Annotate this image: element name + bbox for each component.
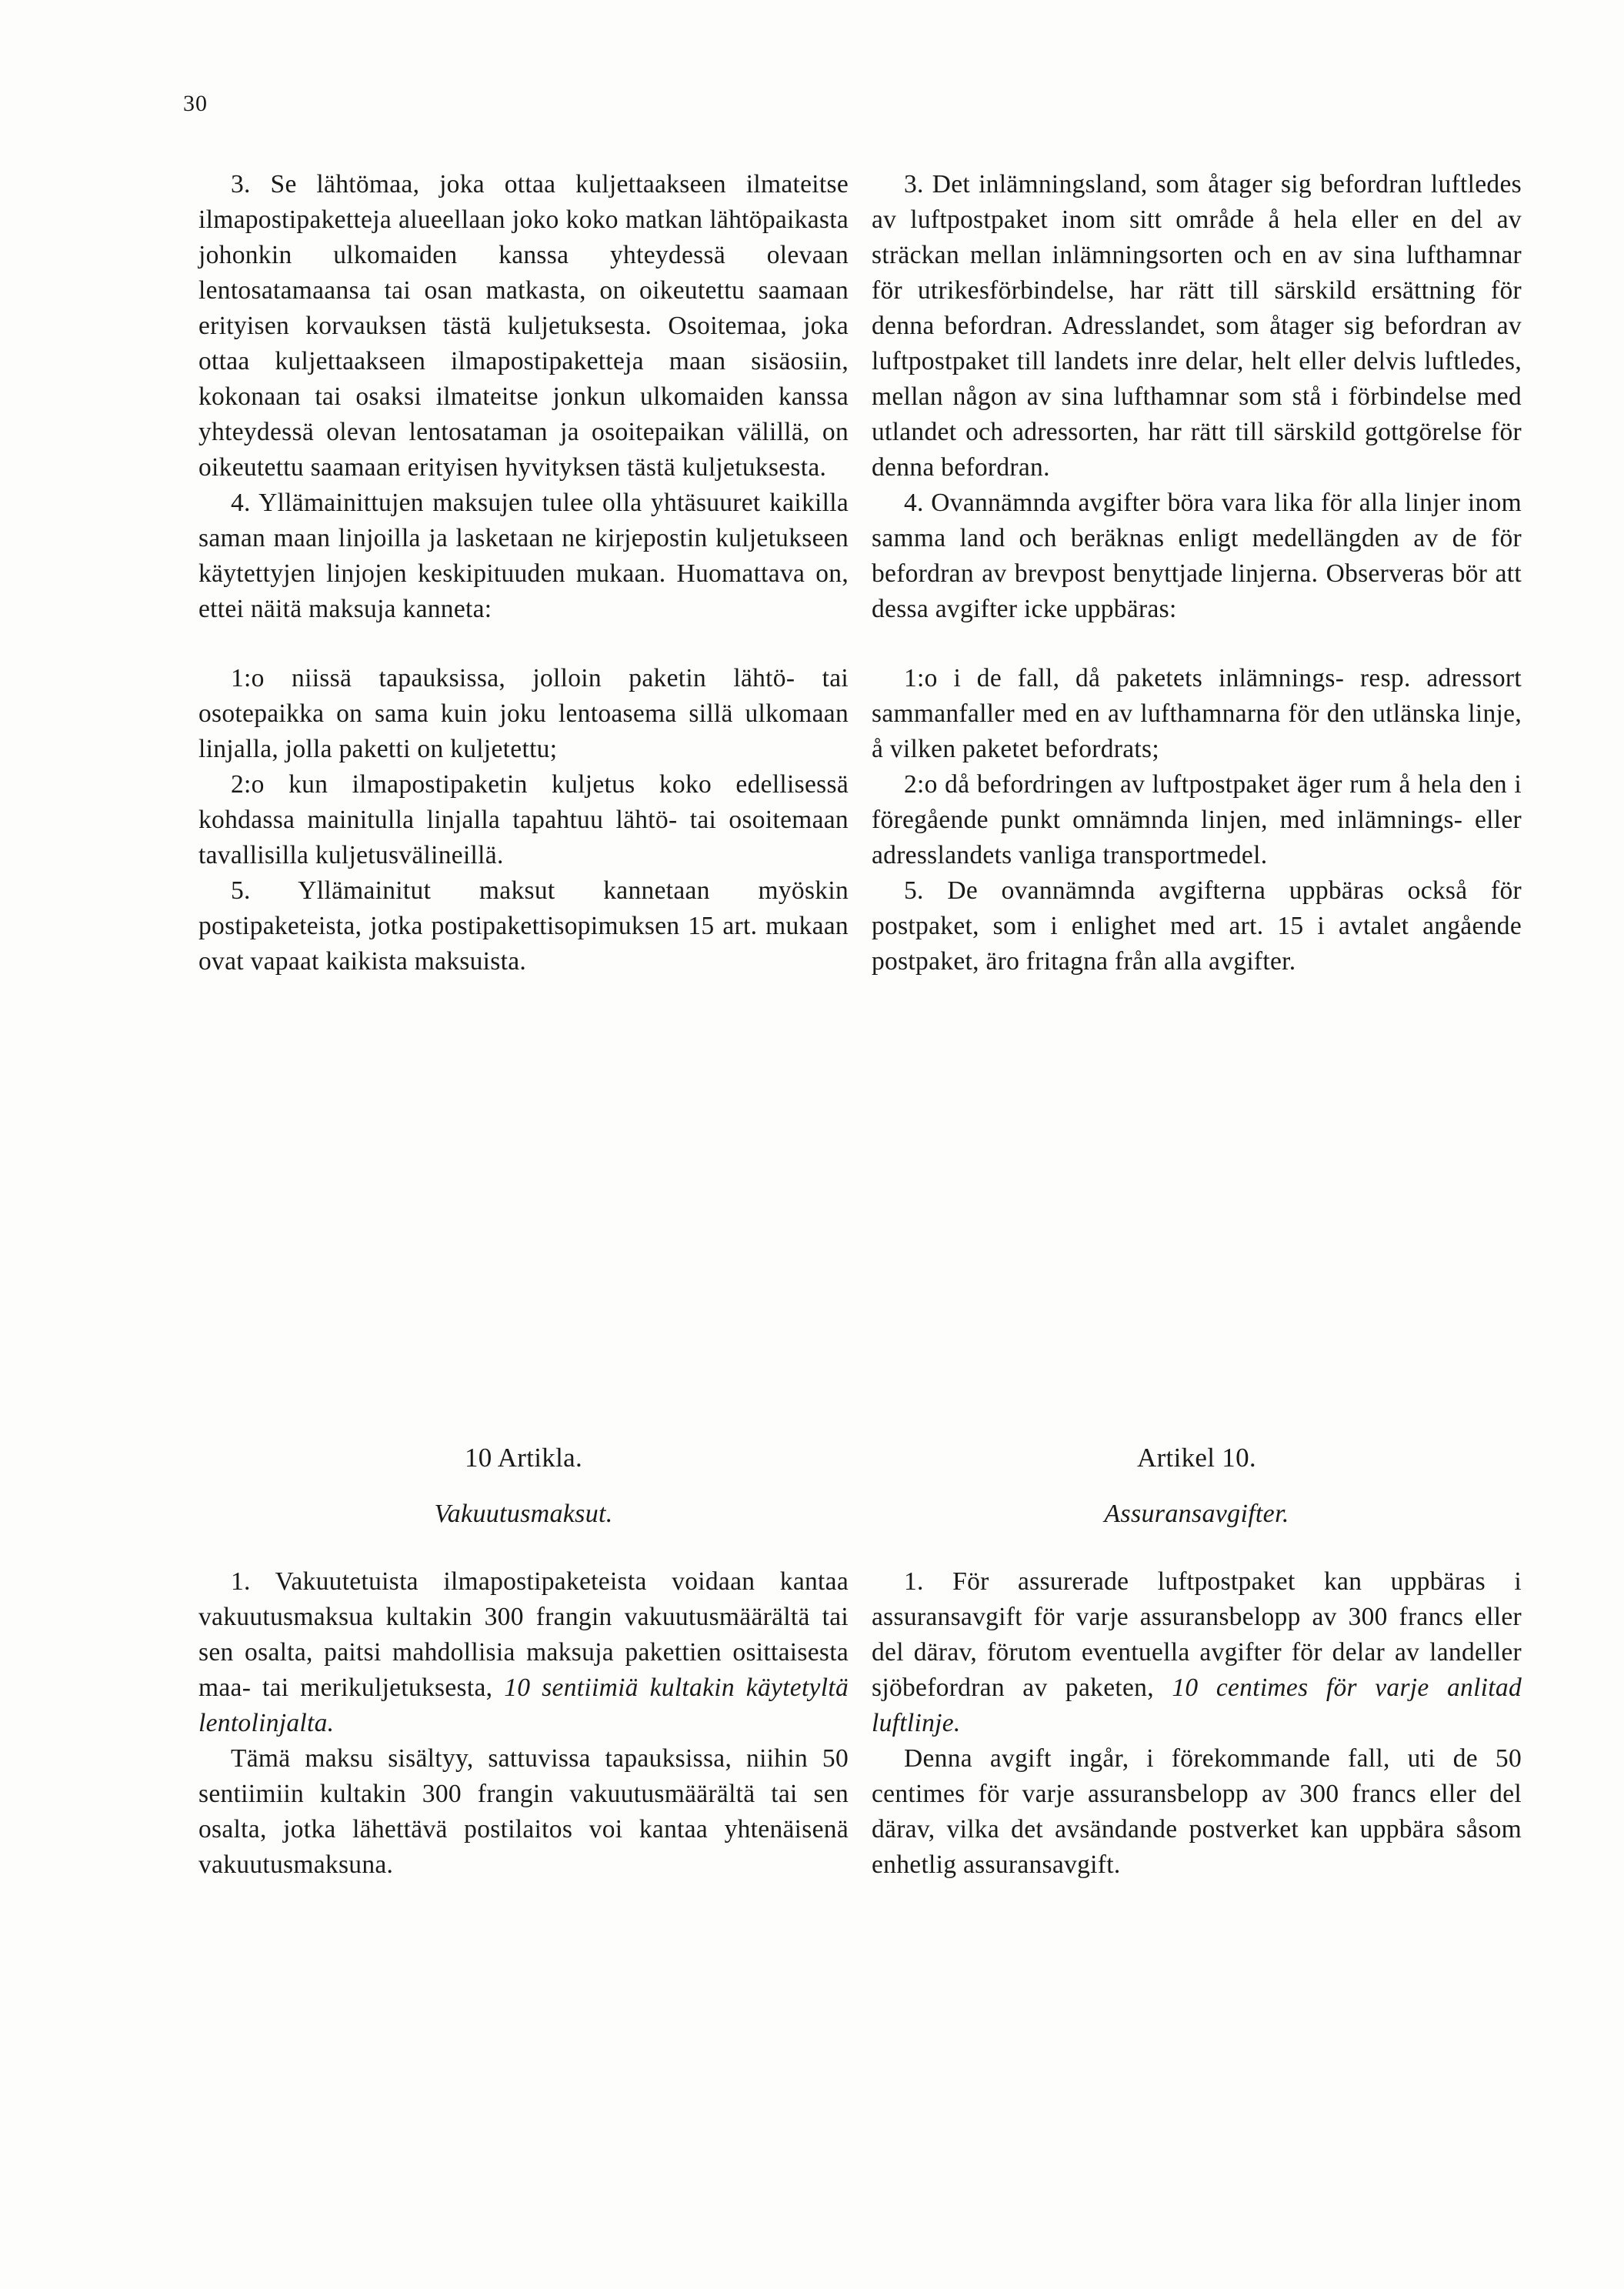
fi-paragraph-4-item-1: 1:o niissä tapauksissa, jolloin paketin lähtö- tai osotepaikka on sama kuin joku lentoasema sillä ulkomaan linjalla, jolla paketti on kuljetettu; (198, 664, 849, 763)
fi-paragraph-3: 3. Se lähtömaa, joka ottaa kuljettaakseen ilmateitse ilmapostipaketteja alueellaan joko koko matkan lähtöpaikasta johonkin ulkomaiden kanssa yhteydessä olevaan lentosatamaansa tai osan matkasta, on oikeutettu saamaan erityisen korvauksen tästä kuljetuksesta. Osoitemaa, joka ottaa kuljettaakseen ilmapostipaketteja maan sisäosiin, kokonaan tai osaksi ilmateitse jonkun ulkomaiden kanssa yhteydessä olevan lentosataman ja osoitepaikan välillä, on oikeutettu saamaan erityisen hyvityksen tästä kuljetuksesta. (198, 170, 849, 482)
sv-paragraph-3: 3. Det inlämningsland, som åtager sig befordran luftledes av luftpostpaket inom sitt område å hela eller en del av sträckan mellan inlämningsorten och en av sina lufthamnar för utrikesförbindelse, har rätt till särskild ersättning för denna befordran. Adresslandet, som åtager sig befordran av luftpostpaket till landets inre delar, helt eller delvis luftledes, mellan någon av sina lufthamnar som stå i förbindelse med utlandet och adressorten, har rätt till särskild gottgörelse för denna befordran. (872, 170, 1522, 482)
fi-article-paragraph-1-text: 1. Vakuutetuista ilmapostipaketeista voidaan kantaa vakuutusmaksua kultakin 300 frangin vakuutusmäärältä tai sen osalta, paitsi mahdollisia maksuja pakettien osittaisesta maa- tai merikuljetuksesta, (198, 1567, 849, 1702)
fi-article-paragraph-1 (198, 1564, 849, 1741)
fi-paragraph-4: 4. Yllämainittujen maksujen tulee olla yhtäsuuret kaikilla saman maan linjoilla ja lasketaan ne kirjepostin kuljetukseen käytettyjen linjojen keskipituuden mukaan. Huomattava on, ettei näitä maksuja kanneta: (198, 489, 849, 623)
fi-article-paragraph-1-italic: 10 sentiimiä kultakin käytetyltä lentolinjalta. (198, 1673, 849, 1737)
swedish-column-top (872, 167, 1522, 979)
sv-article-paragraph-1-italic: 10 centimes för varje anlitad luftlinje. (872, 1673, 1522, 1737)
finnish-column-article (198, 1440, 849, 1883)
swedish-column-article (872, 1440, 1522, 1883)
sv-paragraph-5: 5. De ovannämnda avgifterna uppbäras också för postpaket, som i enlighet med art. 15 i avtalet angående postpaket, äro fritagna från alla avgifter. (872, 876, 1522, 976)
sv-paragraph-4-item-2: 2:o då befordringen av luftpostpaket äger rum å hela den i föregående punkt omnämnda linjen, med inlämnings- eller adresslandets vanliga transportmedel. (872, 770, 1522, 869)
sv-article-paragraph-2: Denna avgift ingår, i förekommande fall, uti de 50 centimes för varje assuransbelopp av 300 francs eller del därav, vilka det avsändande postverket kan uppbära såsom enhetlig assuransavgift. (872, 1744, 1522, 1879)
fi-article-subheading: Vakuutusmaksut. (434, 1500, 613, 1528)
sv-article-paragraph-1 (872, 1564, 1522, 1741)
finnish-column-top (198, 167, 849, 979)
sv-paragraph-4: 4. Ovannämnda avgifter böra vara lika för alla linjer inom samma land och beräknas enligt medellängden av de för befordran av brevpost benyttjade linjerna. Observeras bör att dessa avgifter icke uppbäras: (872, 489, 1522, 623)
page-number: 30 (183, 91, 208, 116)
sv-article-paragraph-1-text: 1. För assurerade luftpostpaket kan uppbäras i assuransavgift för varje assuransbelopp av 300 francs eller del därav, förutom eventuella avgifter för delar av landeller sjöbefordran av paketen, (872, 1567, 1522, 1702)
fi-paragraph-4-item-2: 2:o kun ilmapostipaketin kuljetus koko edellisessä kohdassa mainitulla linjalla tapahtuu lähtö- tai osoitemaan tavallisilla kuljetusvälineillä. (198, 770, 849, 869)
sv-paragraph-4-item-1: 1:o i de fall, då paketets inlämnings- resp. adressort sammanfaller med en av lufthamnarna för den utlänska linje, å vilken paketet befordrats; (872, 664, 1522, 763)
sv-article-subheading: Assuransavgifter. (1104, 1500, 1289, 1528)
fi-paragraph-5: 5. Yllämainitut maksut kannetaan myöskin postipaketeista, jotka postipakettisopimuksen 15 art. mukaan ovat vapaat kaikista maksuista. (198, 876, 849, 976)
sv-article-heading: Artikel 10. (1137, 1443, 1256, 1473)
fi-article-paragraph-2: Tämä maksu sisältyy, sattuvissa tapauksissa, niihin 50 sentiimiin kultakin 300 frangin vakuutusmäärältä tai sen osalta, jotka lähettävä postilaitos voi kantaa yhtenäisenä vakuutusmaksuna. (198, 1744, 849, 1879)
fi-article-heading: 10 Artikla. (464, 1443, 582, 1473)
